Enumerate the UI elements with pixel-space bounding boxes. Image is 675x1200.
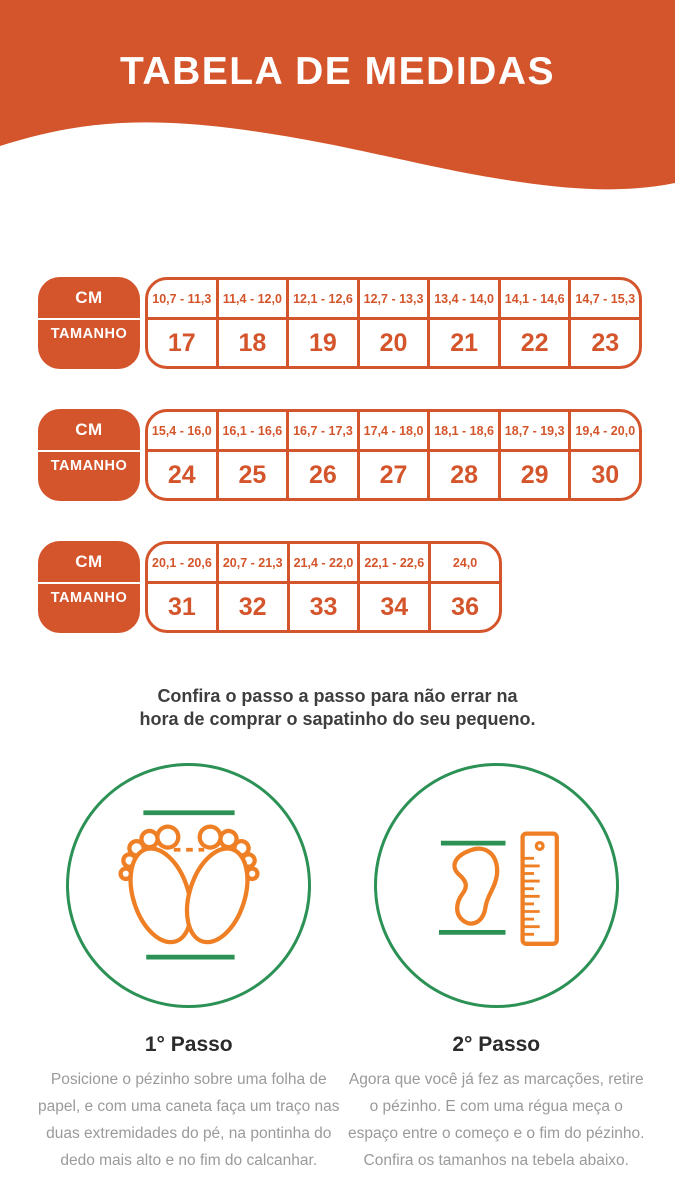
footprint-and-ruler-icon [401,788,591,983]
cm-range-cell: 16,7 - 17,3 [289,412,357,452]
intro-line-2: hora de comprar o sapatinho do seu pequeno. [139,709,536,729]
size-row-label: TAMANHO [50,326,128,342]
size-column [216,412,287,498]
cm-range-cell: 18,1 - 18,6 [430,412,498,452]
size-column [427,280,498,366]
cm-range-cell: 11,4 - 12,0 [219,280,287,320]
size-column [428,544,499,630]
size-number-cell: 32 [238,592,267,621]
steps-section [0,763,675,1174]
size-table-24-30 [38,409,675,501]
cm-range-cell: 20,7 - 21,3 [219,544,287,584]
cm-range-cell: 14,1 - 14,6 [501,280,569,320]
size-number-cell: 26 [309,460,337,489]
header [0,0,675,210]
size-column [427,412,498,498]
how-to-intro-text [0,685,675,731]
size-column [568,412,639,498]
cm-range-cell: 19,4 - 20,0 [571,412,639,452]
size-number-cell: 33 [309,592,338,621]
size-number-cell: 30 [591,460,620,489]
size-number-cell: 20 [379,328,408,357]
cm-row-label: CM [38,277,140,320]
table-row-labels [38,541,140,633]
size-number-cell: 27 [379,460,408,489]
step-2-column [343,763,651,1174]
step-2-title: 2° Passo [452,1033,541,1056]
size-number-cell: 18 [238,328,267,357]
table-row-labels [38,277,140,369]
size-column [216,280,287,366]
size-row-label: TAMANHO [50,590,128,606]
baby-feet-outline-icon [94,788,284,983]
size-column [286,280,357,366]
cm-range-cell: 20,1 - 20,6 [148,544,216,584]
cm-range-cell: 16,1 - 16,6 [219,412,287,452]
cm-range-cell: 10,7 - 11,3 [148,280,216,320]
size-column [568,280,639,366]
cm-range-cell: 22,1 - 22,6 [360,544,428,584]
size-tables-section [0,277,675,633]
size-column [148,280,216,366]
step-2-description: Agora que você já fez as marcações, retire o pézinho. E com uma régua meça o espaço entre o começo e o fim do pézinho. Confira os tamanhos na tebela abaixo. [348,1071,645,1169]
header-wave-shape [0,0,675,210]
size-number-cell: 25 [238,460,267,489]
size-number-cell: 22 [520,328,549,357]
size-number-cell: 29 [520,460,549,489]
step-1-description: Posicione o pézinho sobre uma folha de papel, e com uma caneta faça um traço nas duas extremidades do pé, na pontinha do dedo mais alto e no fim do calcanhar. [37,1071,340,1169]
cm-range-cell: 18,7 - 19,3 [501,412,569,452]
step-1-circle [66,763,311,1008]
size-number-cell: 21 [450,328,478,357]
size-column [287,544,358,630]
cm-row-label: CM [38,541,140,584]
size-number-cell: 28 [450,460,478,489]
size-grid [145,541,502,633]
size-column [498,412,569,498]
size-column [148,544,216,630]
size-number-cell: 34 [380,592,409,621]
size-table-31-36 [38,541,675,633]
cm-range-cell: 14,7 - 15,3 [571,280,639,320]
size-row-label: TAMANHO [50,458,128,474]
size-table-17-23 [38,277,675,369]
size-number-cell: 23 [591,328,620,357]
size-number-cell: 24 [167,460,196,489]
size-column [286,412,357,498]
size-column [357,412,428,498]
size-column [357,280,428,366]
step-1-title: 1° Passo [144,1033,233,1056]
cm-range-cell: 13,4 - 14,0 [430,280,498,320]
size-column [216,544,287,630]
step-1-column [35,763,343,1174]
size-number-cell: 36 [451,592,479,621]
cm-row-label: CM [38,409,140,452]
size-number-cell: 31 [167,592,196,621]
size-grid [145,277,642,369]
size-grid [145,409,642,501]
size-number-cell: 19 [309,328,337,357]
cm-range-cell: 24,0 [431,544,499,584]
cm-range-cell: 12,1 - 12,6 [289,280,357,320]
size-number-cell: 17 [167,328,196,357]
size-column [498,280,569,366]
intro-line-1: Confira o passo a passo para não errar na [157,686,518,706]
page-title: TABELA DE MEDIDAS [120,50,555,93]
step-2-circle [374,763,619,1008]
cm-range-cell: 12,7 - 13,3 [360,280,428,320]
cm-range-cell: 15,4 - 16,0 [148,412,216,452]
cm-range-cell: 17,4 - 18,0 [360,412,428,452]
size-column [148,412,216,498]
table-row-labels [38,409,140,501]
size-column [357,544,428,630]
cm-range-cell: 21,4 - 22,0 [290,544,358,584]
